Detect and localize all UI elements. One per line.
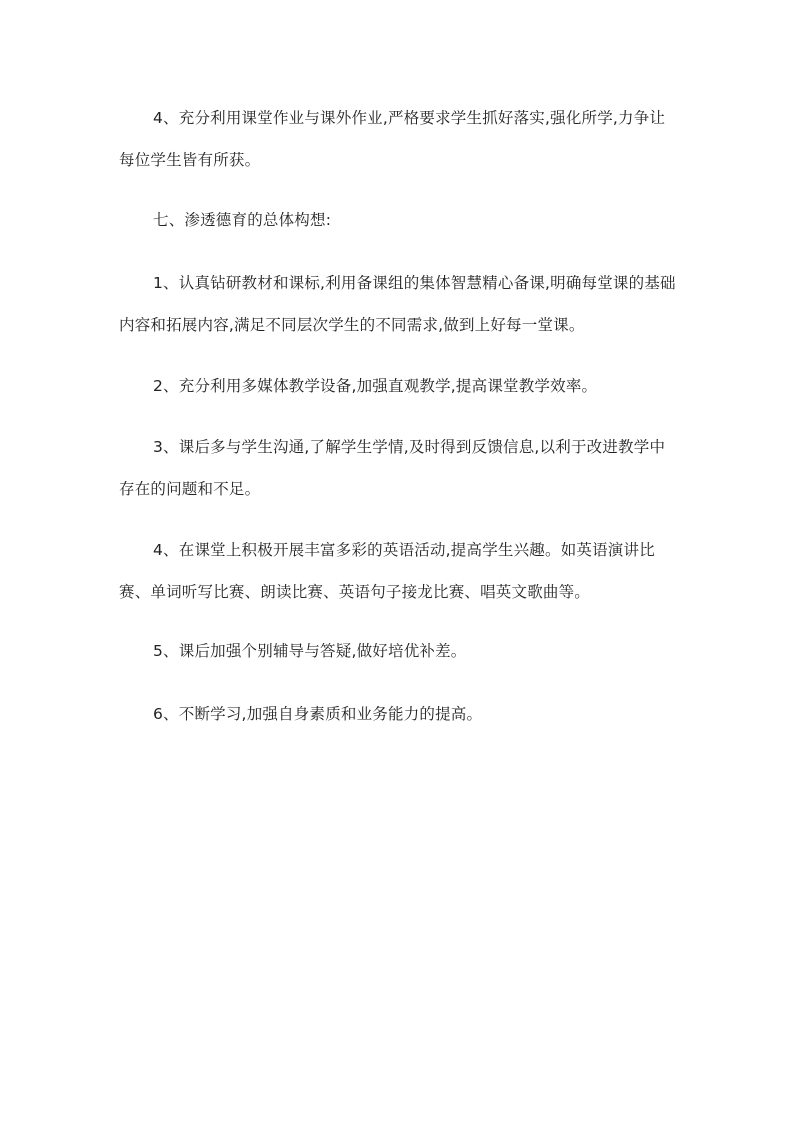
section-heading-moral-education: 七、渗透德育的总体构想: xyxy=(153,211,332,229)
paragraph-english-activities: 4、在课堂上积极开展丰富多彩的英语活动,提高学生兴趣。如英语演讲比赛、单词听写比赛、朗读比赛、英语句子接龙比赛、唱英文歌曲等。 xyxy=(119,541,655,601)
paragraph-multimedia: 2、充分利用多媒体教学设备,加强直观教学,提高课堂教学效率。 xyxy=(153,377,598,395)
paragraph-communication: 3、课后多与学生沟通,了解学生学情,及时得到反馈信息,以利于改进教学中存在的问题和不足。 xyxy=(119,438,666,498)
paragraph-lesson-preparation: 1、认真钻研教材和课标,利用备课组的集体智慧精心备课,明确每堂课的基础内容和拓展内容,满足不同层次学生的不同需求,做到上好每一堂课。 xyxy=(119,274,676,334)
paragraph-homework: 4、充分利用课堂作业与课外作业,严格要求学生抓好落实,强化所学,力争让每位学生皆有所获。 xyxy=(119,109,666,169)
paragraph-tutoring: 5、课后加强个别辅导与答疑,做好培优补差。 xyxy=(153,642,467,660)
paragraph-self-improvement: 6、不断学习,加强自身素质和业务能力的提高。 xyxy=(153,705,483,723)
